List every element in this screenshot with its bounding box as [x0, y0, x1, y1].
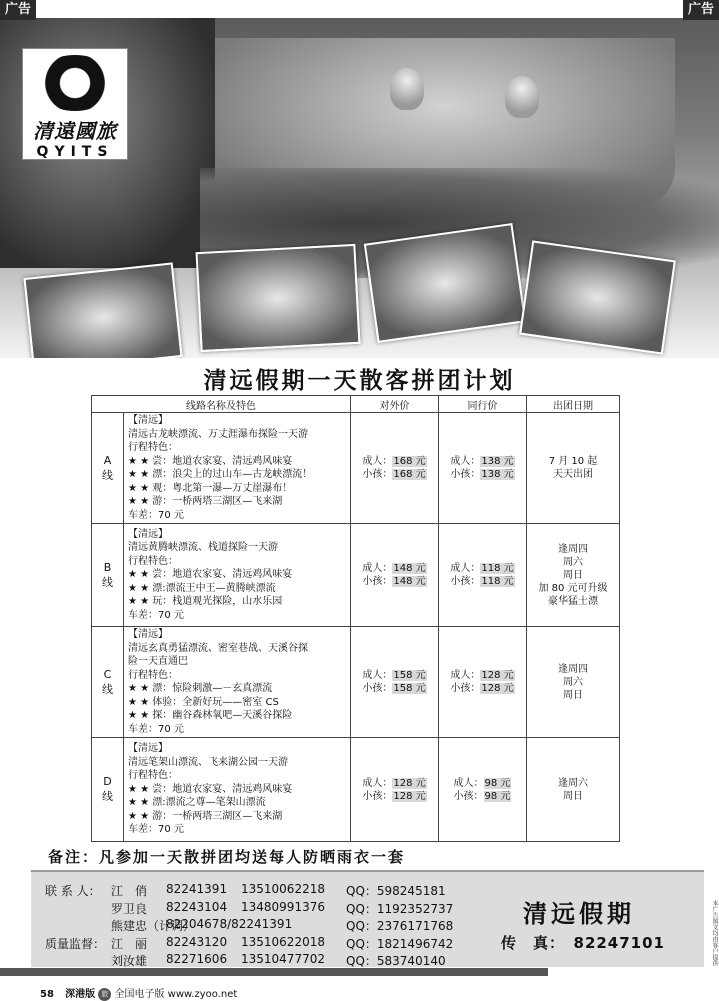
- route-description-line: ★ ★ 漂：浪尖上的过山车—古龙峡漂流！: [128, 469, 313, 480]
- price-label: 成人：: [362, 777, 393, 789]
- departure-date-line: 周六: [563, 556, 583, 568]
- contact-mobile: 13480991376: [241, 899, 325, 914]
- route-description-line: 车差：70 元: [128, 824, 184, 836]
- departure-date-line: 周日: [563, 569, 583, 581]
- route-description-line: 行程特色：: [128, 555, 178, 567]
- departure-date-line: 逢周四: [558, 543, 588, 555]
- contact-mobile: 13510477702: [241, 952, 325, 966]
- retail-price: [351, 524, 439, 627]
- route-description-line: ★ ★ 漂:漂流王中王—黄腾峡漂流: [128, 582, 276, 594]
- hero-photo-collage: [0, 18, 719, 358]
- footer: [40, 985, 237, 1001]
- price-label: 成人：: [450, 670, 481, 681]
- trade-price: [439, 524, 527, 627]
- departure-date-line: 周六: [563, 676, 583, 688]
- departure-date-line: 加 80 元可升级: [538, 582, 608, 594]
- route-description-line: 清远笔架山漂流、飞来湖公园一天游: [128, 756, 288, 768]
- price-value: 148 元: [393, 576, 426, 587]
- price-label: 小孩：: [450, 576, 481, 587]
- page-title: 清远假期一天散客拼团计划: [203, 368, 516, 394]
- route-description-line: 【清远】: [128, 528, 168, 540]
- route-description-line: 行程特色：: [128, 669, 178, 681]
- bather-figure: [390, 68, 424, 110]
- edition-label: 深港版: [65, 989, 96, 1000]
- price-value: 128 元: [481, 670, 514, 681]
- route-description-line: ★ ★ 玩：栈道观光探险，山水乐园: [128, 596, 283, 608]
- route-description-line: ★ ★ 游：一桥两塔三湖区—飞来湖: [128, 496, 283, 507]
- route-description-line: 【清远】: [128, 415, 168, 426]
- price-label: 小孩：: [362, 683, 393, 694]
- route-description-line: 车差：70 元: [128, 723, 184, 735]
- price-value: 138 元: [481, 469, 514, 480]
- price-label: 小孩：: [362, 576, 393, 587]
- departure-date-line: 周日: [563, 790, 583, 802]
- route-description-line: ★ ★ 体验：全新好玩——密室 CS: [128, 696, 279, 708]
- contact-phone: 82241391: [166, 882, 228, 896]
- route-description-line: ★ ★ 漂：惊险刺激—－玄真漂流: [128, 683, 273, 694]
- route-description-line: ★ ★ 漂:漂流之尊—笔架山漂流: [128, 797, 266, 809]
- contact-panel: [31, 870, 704, 967]
- group-photo: [519, 240, 676, 354]
- contact-name: 罗卫良: [111, 901, 148, 916]
- route-description-line: 行程特色：: [128, 442, 178, 453]
- price-value: 168 元: [393, 469, 426, 480]
- ad-label-left: 广告: [0, 0, 36, 20]
- departure-date: [527, 738, 620, 842]
- price-label: 小孩：: [453, 790, 484, 802]
- route-description-line: ★ ★ 尝：地道农家宴、清远鸡风味宴: [128, 569, 293, 581]
- trade-price: [439, 413, 527, 524]
- contact-phone: 82271606: [166, 952, 228, 966]
- departure-date-line: 逢周六: [558, 777, 588, 789]
- departure-date: [527, 627, 620, 738]
- table-row: [92, 627, 620, 738]
- retail-price: [351, 627, 439, 738]
- side-note: 本广告图文均由客户提供: [711, 900, 718, 966]
- contact-phone: 82204678/82241391: [166, 917, 293, 931]
- price-value: 138 元: [481, 456, 514, 467]
- trade-price: [439, 627, 527, 738]
- price-label: 小孩：: [450, 683, 481, 694]
- footer-bar: [0, 968, 548, 976]
- price-value: 148 元: [393, 563, 426, 574]
- route-description: [124, 738, 351, 842]
- rafting-photo-3: [364, 223, 526, 343]
- route-description-line: 【清远】: [128, 743, 168, 755]
- route-description-line: ★ ★ 游：一桥两塔三湖区—飞来湖: [128, 810, 283, 822]
- table-row: [92, 524, 620, 627]
- route-code: D 线: [92, 738, 124, 842]
- price-value: 128 元: [481, 683, 514, 694]
- price-value: 118 元: [481, 563, 514, 574]
- rafting-photo-1: [23, 262, 182, 358]
- route-description-line: ★ ★ 观：粤北第一瀑—万丈崖瀑布！: [128, 482, 293, 494]
- route-description-line: 车差：70 元: [128, 609, 184, 621]
- route-description-line: 【清远】: [128, 629, 168, 640]
- departure-date-line: 周日: [563, 689, 583, 701]
- price-value: 98 元: [484, 777, 511, 789]
- route-description-line: ★ ★ 探：幽谷森林氧吧—天溪谷探险: [128, 710, 293, 721]
- route-description-line: 车差：70 元: [128, 509, 184, 521]
- departure-date: [527, 413, 620, 524]
- price-label: 成人：: [362, 456, 393, 467]
- price-label: 成人：: [362, 670, 393, 681]
- table-row: [92, 413, 620, 524]
- departure-date-line: 豪华猛士漂: [548, 595, 598, 607]
- departure-date: [527, 524, 620, 627]
- price-label: 小孩：: [450, 469, 481, 480]
- price-label: 成人：: [362, 563, 393, 574]
- contact-qq: QQ：598245181: [346, 884, 446, 898]
- contact-name: 江 俏: [111, 884, 148, 898]
- price-value: 128 元: [393, 777, 426, 789]
- table-row: [92, 738, 620, 842]
- route-description: [124, 413, 351, 524]
- price-label: 成人：: [450, 456, 481, 467]
- contact-name: 刘汝雄: [111, 954, 148, 968]
- route-description: [124, 627, 351, 738]
- route-code: C 线: [92, 627, 124, 738]
- table-header-row: [92, 396, 620, 413]
- departure-date-line: 天天出团: [553, 469, 593, 480]
- route-code: B 线: [92, 524, 124, 627]
- contact-mobile: 13510062218: [241, 882, 325, 896]
- price-label: 小孩：: [362, 790, 393, 802]
- price-label: 成人：: [450, 563, 481, 574]
- header-retail-price: 对外价: [351, 396, 439, 413]
- trade-price: [439, 738, 527, 842]
- route-description-line: 清远玄真勇猛漂流、密室巷战、天溪谷探: [128, 642, 308, 654]
- price-label: 成人：: [453, 777, 484, 789]
- retail-price: [351, 413, 439, 524]
- retail-price: [351, 738, 439, 842]
- departure-date-line: 逢周四: [558, 663, 588, 675]
- price-value: 118 元: [481, 576, 514, 587]
- route-description: [124, 524, 351, 627]
- logo-name-en: QYITS: [36, 144, 114, 160]
- route-description-line: ★ ★ 尝：地道农家宴、清远鸡风味宴: [128, 783, 293, 795]
- contact-role: 质量监督：: [45, 936, 106, 951]
- contact-phone: 82243120: [166, 934, 228, 949]
- contact-qq: QQ：1192352737: [346, 901, 454, 916]
- price-value: 158 元: [393, 683, 426, 694]
- contact-name: 熊建忠（计调）: [111, 919, 196, 933]
- route-description-line: ★ ★ 尝：地道农家宴、清远鸡风味宴: [128, 455, 293, 467]
- rafting-photo-2: [195, 244, 360, 352]
- website-link[interactable]: 全国电子版 www.zyoo.net: [114, 989, 238, 1000]
- route-description-line: 清远古龙峡漂流、万丈涯瀑布探险一天游: [128, 428, 308, 440]
- contact-phone: 82243104: [166, 899, 228, 914]
- contact-mobile: 13510622018: [241, 934, 325, 949]
- route-description-line: 清远黄腾峡漂流、栈道探险一天游: [128, 542, 278, 554]
- header-departure-date: 出团日期: [527, 396, 620, 413]
- departure-date-line: 7 月 10 起: [548, 456, 598, 467]
- route-code: A 线: [92, 413, 124, 524]
- header-trade-price: 同行价: [439, 396, 527, 413]
- header-route: 线路名称及特色: [92, 396, 351, 413]
- price-value: 128 元: [393, 790, 426, 802]
- price-value: 158 元: [393, 670, 426, 681]
- price-value: 168 元: [393, 456, 426, 467]
- route-description-line: 险一天直通巴: [128, 656, 188, 667]
- horse-logo-icon: [35, 55, 115, 111]
- contact-qq: QQ：1821496742: [346, 936, 454, 951]
- tour-plan-table: [91, 395, 620, 842]
- brand-name: 清远假期: [523, 900, 635, 928]
- ad-label-right: 广告: [683, 0, 719, 20]
- price-label: 小孩：: [362, 469, 393, 480]
- route-description-line: 行程特色：: [128, 770, 178, 782]
- price-value: 98 元: [484, 790, 511, 802]
- contact-qq: QQ：2376171768: [346, 919, 454, 933]
- badge-icon: 旅: [98, 988, 111, 1001]
- bather-figure: [505, 76, 539, 118]
- company-logo: [22, 48, 128, 160]
- contact-role: 联 系 人：: [45, 884, 101, 898]
- contact-qq: QQ：583740140: [346, 954, 446, 968]
- fax-number: 传 真： 82247101: [501, 934, 665, 952]
- note: 备注：凡参加一天散拼团均送每人防晒雨衣一套: [48, 848, 406, 866]
- contact-name: 江 丽: [111, 936, 148, 951]
- page-number: 58: [40, 989, 54, 1000]
- logo-name-cn: 清遠國旅: [33, 119, 117, 143]
